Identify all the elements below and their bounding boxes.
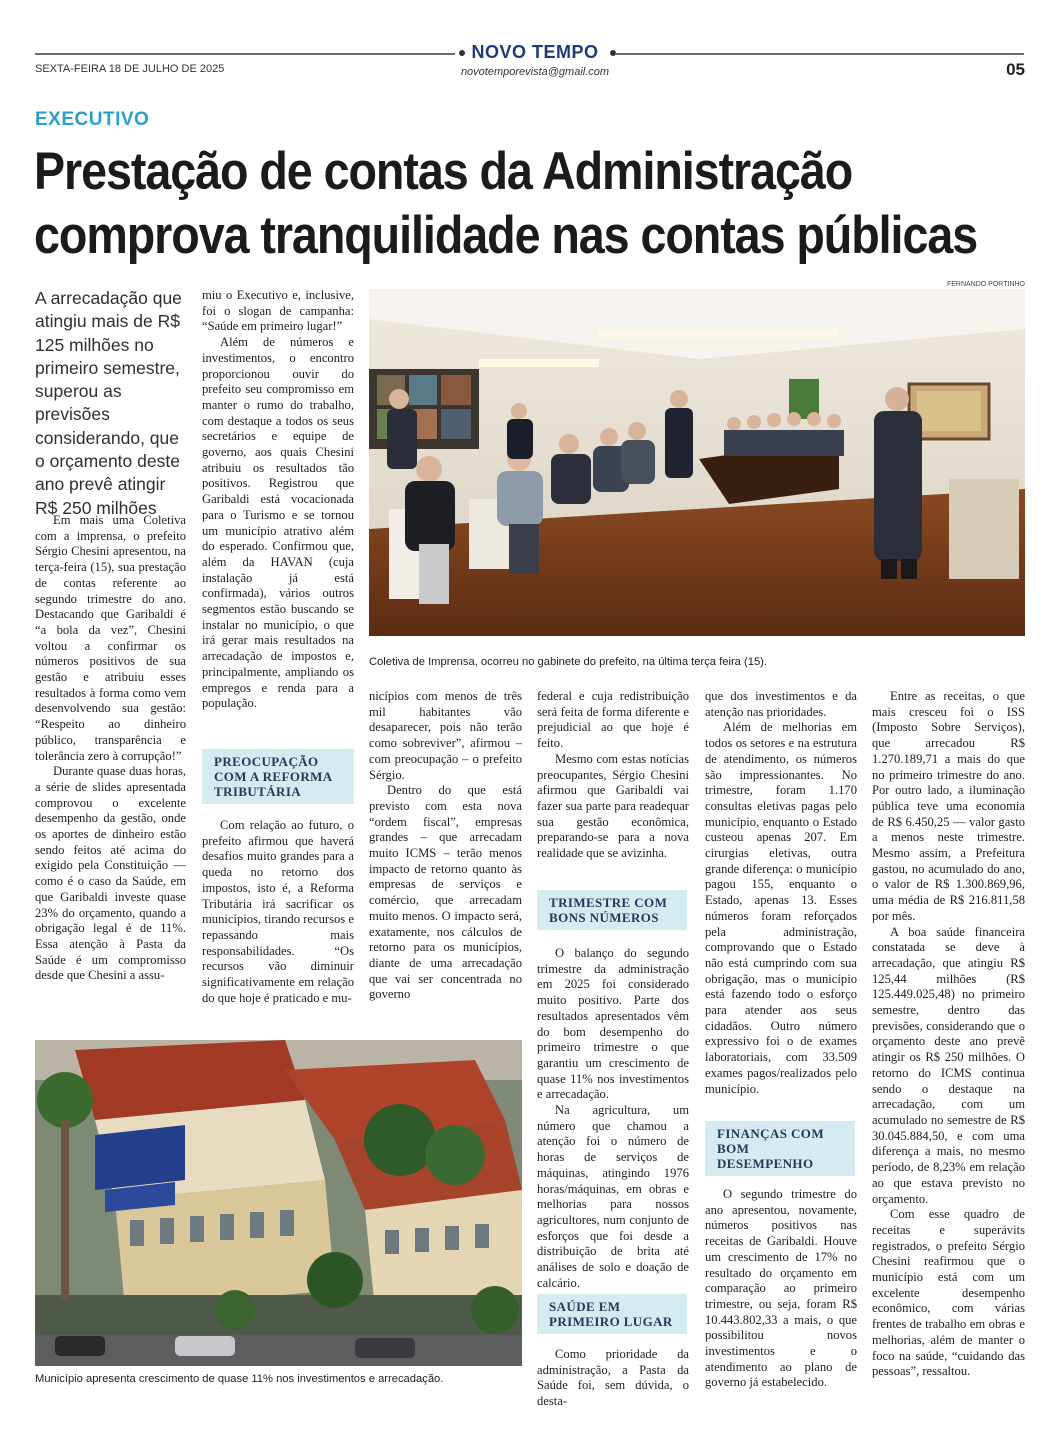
city-hall-aerial-image bbox=[35, 1040, 522, 1366]
body-paragraph: Na agricultura, um número que chamou a atenção foi o número de horas de serviços de máquinas, atingindo 1976 horas/máquinas, em obras e melhorias para nossos agricultores, num conjunto de esforços que foi desde a distribuição de brita até análises de solo e doação de calcário. bbox=[537, 1103, 689, 1290]
page-number: 05 bbox=[1006, 60, 1025, 79]
article-column-4b bbox=[537, 946, 689, 1291]
body-paragraph: Entre as receitas, o que mais cresceu foi o ISS (Imposto Sobre Serviços), que arrecadou R$ 1.270.189,71 a mais do que no primeiro trimestre do ano. Por outro lado, a iluminação pública teve uma economia de R$ 6.450,25 — valor gasto a menos neste trimestre. Mesmo assim, a Prefeitura gastou, no acumulado do ano, o valor de R$ 1.300.869,96, uma média de R$ 216.811,58 por mês. bbox=[872, 689, 1025, 923]
article-column-1 bbox=[35, 513, 186, 984]
body-paragraph: Mesmo com estas notícias preocupantes, Sérgio Chesini afirmou que Garibaldi vai fazer sua parte para readequar sua gestão econômica, preparando-se para a nova realidade que se avizinha. bbox=[537, 751, 689, 861]
masthead-paper-name: NOVO TEMPO bbox=[471, 42, 599, 62]
masthead-rule-right bbox=[615, 53, 1024, 55]
section-label: EXECUTIVO bbox=[35, 109, 150, 130]
masthead-date: SEXTA-FEIRA 18 DE JULHO DE 2025 bbox=[35, 63, 225, 75]
body-paragraph: Em mais uma Coletiva com a imprensa, o prefeito Sérgio Chesini apresentou, na terça-feira (15), sua prestação de contas referente ao segundo trimestre do ano. Destacando que Garibaldi é “a bola da vez”, Chesini voltou a confirmar os números positivos de sua gestão e atribuiu esses resultados à forma como vem desenvolvendo sua gestão: “Respeito ao dinheiro público, transparência e tolerância zero à corrupção!” bbox=[35, 513, 186, 763]
body-paragraph: miu o Executivo e, inclusive, foi o slogan de campanha: “Saúde em primeiro lugar!” bbox=[202, 288, 354, 334]
article-column-4 bbox=[537, 689, 689, 862]
body-paragraph: Com esse quadro de receitas e superávits registrados, o prefeito Sérgio Chesini reafirmou que o município está com um excelente desempenho econômico, com várias frentes de trabalho em obras e melhorias, além de manter o foco na saúde, “cuidando das pessoas”, ressaltou. bbox=[872, 1207, 1025, 1379]
city-hall-aerial-photo bbox=[35, 1040, 522, 1366]
body-paragraph: Além de números e investimentos, o encontro proporcionou ouvir do prefeito seu compromisso em manter o rumo do trabalho, com destaque a todos os seus secretários e equipe de governo, aos quais Chesini atribuiu os resultados tão positivos. Registrou que Garibaldi está vocacionada para o Turismo e se tornou um município atrativo além do esperado. Confirmou que, além da HAVAN (cuja instalação já está confirmada), vários outros segmentos estão buscando se instalar no município, o que irá gerar mais resultados na arrecadação de impostos e, principalmente, ampliando os empregos e renda para a população. bbox=[202, 335, 354, 711]
body-paragraph: A boa saúde financeira constatada se deve à arrecadação, que atingiu R$ 125,44 milhões (R$ 125.449.025,48) no primeiro semestre, dentro das previsões, considerando que o orçamento deste ano prevê atingir os R$ 250 milhões. O retorno do ICMS continua sendo o destaque na arrecadação, com um acumulado no semestre de R$ 30.045.884,50, e com uma diferença a mais, no mesmo período, de 8,23% em relação ao que estava previsto no orçamento. bbox=[872, 924, 1025, 1206]
body-paragraph: O segundo trimestre do ano apresentou, novamente, números positivos nas receitas de Garibaldi. Houve um crescimento de 17% no resultado do orçamento em comparação ao primeiro trimestre, ou seja, foram R$ 10.443.802,33 a mais, o que possibilitou novos investimentos e o atendimento ao plano de governo já estabelecido. bbox=[705, 1187, 857, 1390]
body-paragraph: Durante quase duas horas, a série de slides apresentada comprovou o excelente desempenho da gestão, onde os aportes de dinheiro estão sendo feitos até acima do exigido pela Constituição — como é o caso da Saúde, em que Garibaldi investe quase 23% do orçamento, quando a obrigação legal é de 11%. Essa atenção à Pasta da Saúde é um compromisso desde que Chesini a assu- bbox=[35, 764, 186, 983]
body-paragraph: que dos investimentos e da atenção nas prioridades. bbox=[705, 689, 857, 719]
article-column-5b bbox=[705, 1187, 857, 1391]
masthead-email: novotemporevista@gmail.com bbox=[460, 66, 610, 78]
article-column-6 bbox=[872, 689, 1025, 1380]
masthead-rule-left bbox=[35, 53, 455, 55]
body-paragraph: Como prioridade da administração, a Pasta da Saúde foi, sem dúvida, o desta- bbox=[537, 1347, 689, 1409]
article-column-2 bbox=[202, 288, 354, 712]
headline bbox=[34, 140, 978, 268]
article-column-3 bbox=[369, 689, 522, 1003]
press-conference-photo bbox=[369, 289, 1025, 636]
body-paragraph: nicípios com menos de três mil habitantes vão desaparecer, pois não terão como sobreviver”, afirmou – com preocupação – o prefeito Sérgio. bbox=[369, 689, 522, 782]
city-hall-caption: Município apresenta crescimento de quase 11% nos investimentos e arrecadação. bbox=[35, 1373, 444, 1385]
subhead-financas: FINANÇAS COM BOM DESEMPENHO bbox=[705, 1121, 855, 1176]
body-paragraph: Dentro do que está previsto com esta nova “ordem fiscal”, empresas grandes – que arrecadam muito ICMS – terão menos impacto de retorno quanto às empresas de serviços e comércio, que arrecadam muito menos. O impacto será, exatamente, nos cálculos de retorno para os municípios, diante de uma arrecadação que vai ser concentrada no governo bbox=[369, 783, 522, 1002]
body-paragraph: federal e cuja redistribuição será feita de forma diferente e prejudicial ao que hoje é feito. bbox=[537, 689, 689, 751]
body-paragraph: O balanço do segundo trimestre da administração em 2025 foi considerado muito positivo. Parte dos resultados apresentados vêm do bom desempenho do primeiro trimestre o que garantiu um crescimento de quase 11% nos investimentos e arrecadação. bbox=[537, 946, 689, 1102]
subhead-saude: SAÚDE EM PRIMEIRO LUGAR bbox=[537, 1294, 687, 1334]
article-column-2b bbox=[202, 818, 354, 1006]
body-paragraph: Com relação ao futuro, o prefeito afirmou que haverá desafios muito grandes para a queda no retorno dos impostos, isto é, a Reforma Tributária irá sacrificar os municípios, tirando recursos e repassando mais responsabilidades. “Os recursos vão diminuir significativamente em relação do que hoje é praticado e mu- bbox=[202, 818, 354, 1005]
article-column-5 bbox=[705, 689, 857, 1097]
lead-paragraph: A arrecadação que atingiu mais de R$ 125 milhões no primeiro semestre, superou as previsões considerando, que o orçamento deste ano prevê atingir R$ 250 milhões bbox=[35, 288, 182, 518]
press-conference-image bbox=[369, 289, 1025, 636]
subhead-reforma-tributaria: PREOCUPAÇÃO COM A REFORMA TRIBUTÁRIA bbox=[202, 749, 354, 804]
photo-credit: FERNANDO PORTINHO bbox=[946, 281, 1025, 288]
article-column-4c bbox=[537, 1347, 689, 1410]
headline-line-1: Prestação de contas da Administração bbox=[34, 142, 853, 201]
headline-line-2: comprova tranquilidade nas contas públicas bbox=[34, 206, 978, 265]
press-conference-caption: Coletiva de Imprensa, ocorreu no gabinete do prefeito, na última terça feira (15). bbox=[369, 656, 767, 668]
subhead-trimestre: TRIMESTRE COM BONS NÚMEROS bbox=[537, 890, 687, 930]
body-paragraph: Além de melhorias em todos os setores e na estrutura de atendimento, os números são impressionantes. No trimestre, foram 1.170 consultas eletivas pagas pelo município, enquanto o Estado custeou apenas 207. Em cirurgias eletivas, outra grande diferença: o município pagou 155, enquanto o Estado, apenas 13. Esses números foram reforçados pela administração, comprovando que o Estado não está cumprindo com sua obrigação, mas o município está fazendo todo o esforço para atender aos seus cidadãos. Outro número expressivo foi o de exames laboratoriais, com 33.509 exames pagos/realizados pelo município. bbox=[705, 720, 857, 1096]
